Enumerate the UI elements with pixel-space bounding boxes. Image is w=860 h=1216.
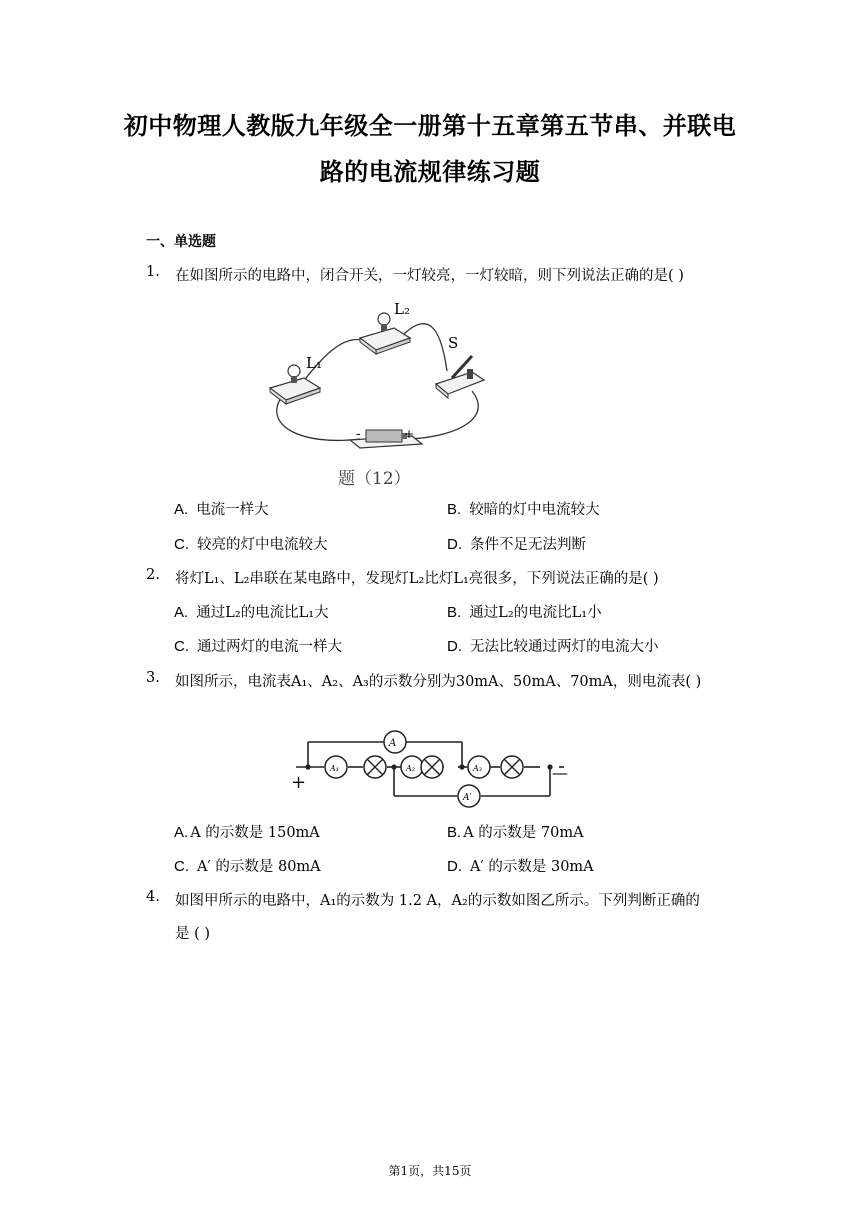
question-4-text-line1: 如图甲所示的电路中，A₁的示数为 1.2 A，A₂的示数如图乙所示。下列判断正确的	[175, 893, 700, 909]
q2-option-d: D. 无法比较通过两灯的电流大小	[447, 638, 659, 655]
q1-option-a: A. 电流一样大	[174, 501, 269, 518]
q1-option-d: D. 条件不足无法判断	[447, 536, 586, 553]
q3-option-b: B. A 的示数是 70mA	[447, 824, 584, 841]
question-3-circuit-figure	[288, 722, 578, 812]
q2-option-b: B. 通过L₂的电流比L₁小	[447, 604, 602, 621]
page-title-line2: 路的电流规律练习题	[319, 157, 541, 186]
meter-aprime-label: A′	[463, 793, 472, 803]
question-1-circuit-figure	[262, 296, 492, 492]
page-title-line1: 初中物理人教版九年级全一册第十五章第五节串、并联电	[123, 111, 737, 140]
question-2-number: 2.	[146, 567, 160, 583]
terminal-minus: —	[552, 763, 568, 782]
q3-option-a: A. A 的示数是 150mA	[174, 824, 320, 841]
question-1-text: 在如图所示的电路中，闭合开关，一灯较亮，一灯较暗，则下列说法正确的是( )	[175, 268, 684, 284]
question-4-text-line2: 是 ( )	[175, 926, 211, 942]
label-l1: L₁	[306, 354, 322, 372]
question-2-text: 将灯L₁、L₂串联在某电路中，发现灯L₂比灯L₁亮很多，下列说法正确的是( )	[175, 571, 659, 587]
meter-a3-label: A₃	[473, 764, 482, 773]
label-plus: +	[404, 427, 415, 441]
q3-option-c: C. A′ 的示数是 80mA	[174, 858, 321, 875]
question-1-number: 1.	[146, 264, 160, 280]
section-heading: 一、单选题	[146, 234, 216, 250]
q2-option-a: A. 通过L₂的电流比L₁大	[174, 604, 329, 621]
question-3-number: 3.	[146, 670, 160, 686]
label-s: S	[448, 334, 459, 352]
meter-a1-label: A₁	[330, 764, 339, 773]
q3-option-d: D. A′ 的示数是 30mA	[447, 858, 594, 875]
meter-a2-label: A₂	[406, 764, 415, 773]
q1-option-c: C. 较亮的灯中电流较大	[174, 536, 328, 553]
page-footer: 第1页，共15页	[388, 1164, 472, 1178]
meter-a-label: A	[389, 738, 397, 749]
figure-caption: 题（12）	[338, 469, 411, 489]
question-3-text: 如图所示，电流表A₁、A₂、A₃的示数分别为30mA、50mA、70mA，则电流表( )	[175, 674, 702, 690]
q1-option-b: B. 较暗的灯中电流较大	[447, 501, 600, 518]
terminal-plus: +	[291, 772, 307, 793]
q2-option-c: C. 通过两灯的电流一样大	[174, 638, 342, 655]
label-minus: -	[356, 426, 361, 442]
label-l2: L₂	[394, 300, 410, 318]
question-4-number: 4.	[146, 889, 160, 905]
